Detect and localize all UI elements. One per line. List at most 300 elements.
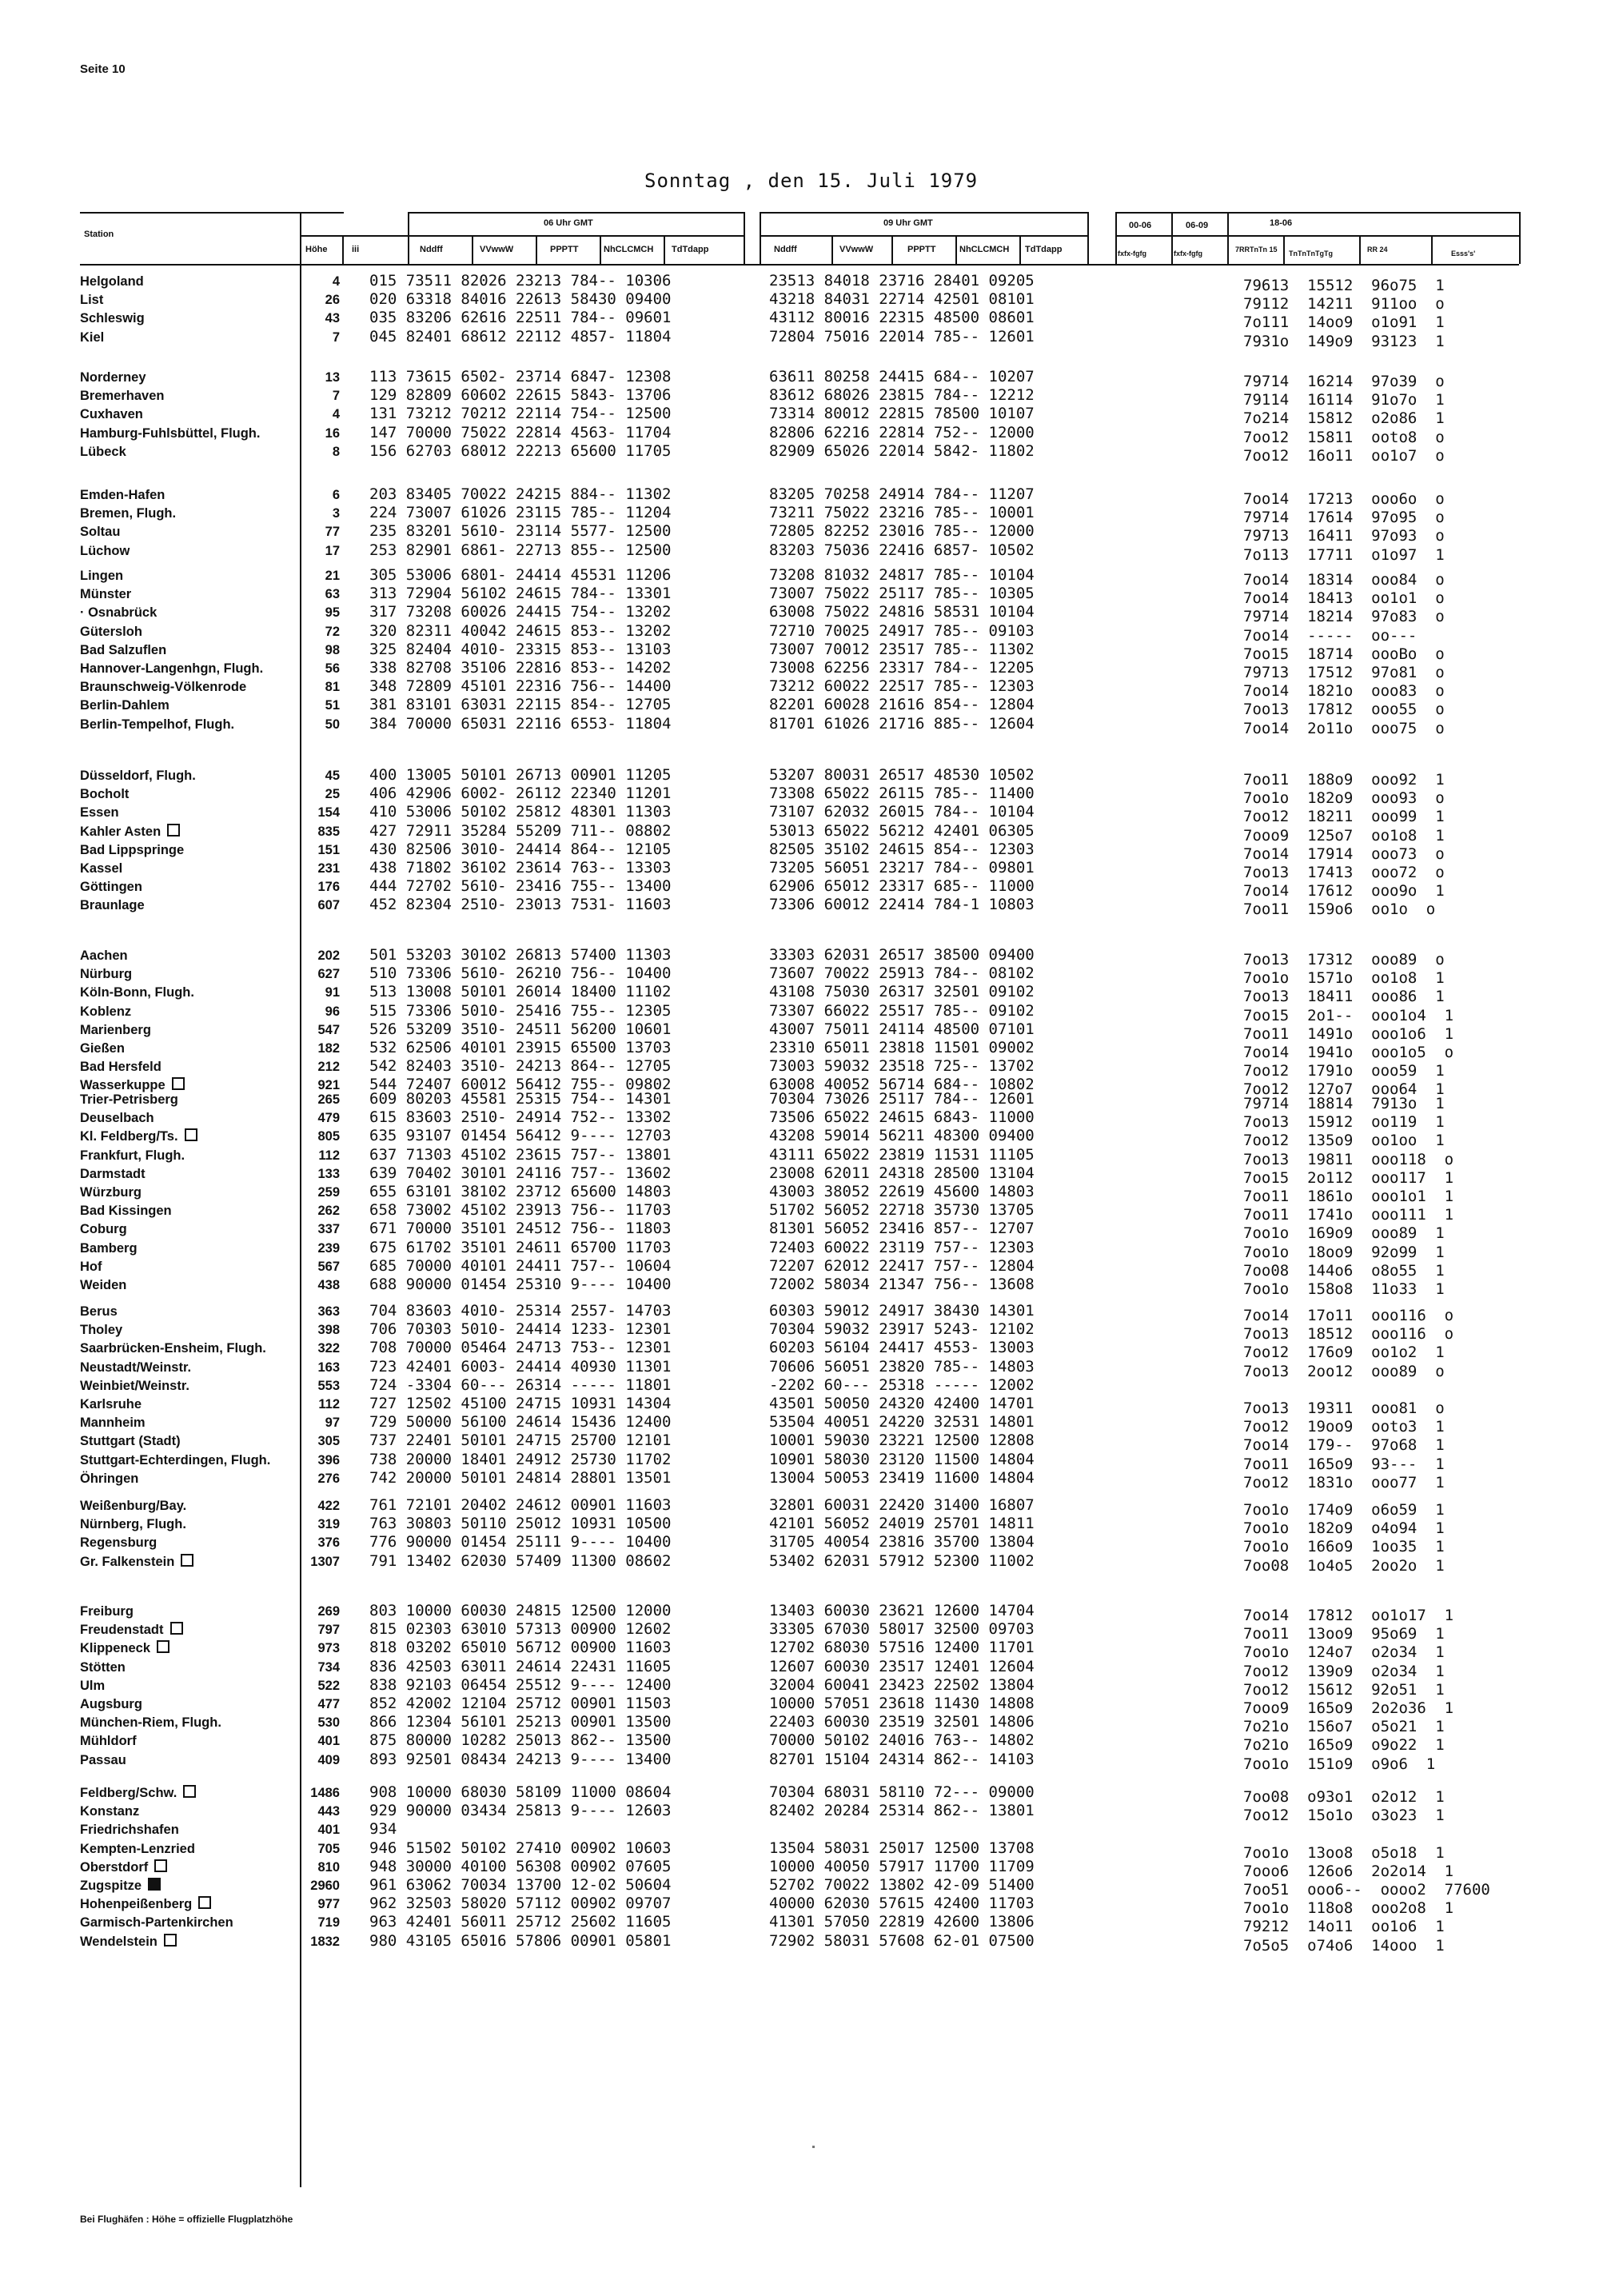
station-label: Bocholt [80, 787, 130, 802]
obs-09: 43003 38052 22619 45600 14803 [769, 1183, 1035, 1200]
station-height: 322 [317, 1341, 340, 1356]
obs-extremes: 79112 14211 911oo o [1243, 295, 1445, 313]
station-name [80, 1240, 300, 1256]
station-height: 376 [317, 1535, 340, 1551]
station-label: Kassel [80, 861, 123, 876]
obs-06: 893 92501 08434 24213 9---- 13400 [369, 1750, 672, 1768]
station-label: · Osnabrück [80, 605, 158, 621]
station-label: Augsburg [80, 1697, 142, 1711]
obs-extremes: 7o113 17711 o1o97 1 [1243, 545, 1445, 564]
obs-09: -2202 60--- 25318 ----- 12002 [769, 1376, 1035, 1394]
obs-06: 866 12304 56101 25213 00901 13500 [369, 1713, 672, 1731]
station-name [80, 768, 300, 784]
obs-extremes: 7oo13 19311 ooo81 o [1243, 1400, 1445, 1417]
station-name [80, 1259, 300, 1275]
station-height: 163 [317, 1360, 340, 1375]
station-name [80, 1752, 300, 1768]
station-name [80, 1110, 300, 1126]
station-height: 921 [317, 1078, 340, 1093]
station-name [80, 1516, 300, 1532]
obs-09: 73205 56051 23217 784-- 09801 [769, 859, 1035, 876]
station-height: 4 [332, 407, 340, 422]
obs-extremes: 7oo11 159o6 oo1o o [1243, 900, 1436, 919]
obs-extremes: 79713 17512 97o81 o [1243, 664, 1445, 681]
obs-06: 704 83603 4010- 25314 2557- 14703 [369, 1302, 672, 1320]
obs-09: 72403 60022 23119 757-- 12303 [769, 1238, 1035, 1256]
obs-extremes: 7oo11 188o9 ooo92 1 [1243, 771, 1445, 789]
obs-06: 815 02303 63010 57313 00900 12602 [369, 1620, 672, 1639]
station-height: 401 [317, 1823, 340, 1838]
header-iii: iii [352, 245, 360, 254]
obs-09: 33305 67030 58017 32500 09703 [769, 1620, 1035, 1639]
station-name [80, 1803, 300, 1819]
obs-extremes: 7oo12 15811 ooto8 o [1243, 428, 1445, 446]
obs-09: 60303 59012 24917 38430 14301 [769, 1302, 1035, 1320]
obs-09: 73007 70012 23517 785-- 11302 [769, 640, 1035, 658]
header-09-col-4: NhCLCMCH [959, 245, 1010, 254]
station-name [80, 805, 300, 821]
station-name [80, 329, 300, 345]
station-height: 805 [317, 1129, 340, 1144]
obs-06: 963 42401 56011 25712 25602 11605 [369, 1913, 672, 1931]
station-name [80, 1340, 300, 1356]
station-label: Aachen [80, 948, 128, 963]
station-name [80, 1304, 300, 1320]
obs-06: 313 72904 56102 24615 784-- 13301 [369, 585, 672, 603]
station-height: 443 [317, 1804, 340, 1819]
obs-06: 658 73002 45102 23913 756-- 11703 [369, 1201, 672, 1220]
obs-06: 639 70402 30101 24116 757-- 13602 [369, 1164, 672, 1182]
obs-extremes: 7oo14 17812 oo1o17 1 [1243, 1607, 1454, 1624]
obs-09: 73314 80012 22815 78500 10107 [769, 405, 1035, 423]
obs-06: 317 73208 60026 24415 754-- 13202 [369, 603, 672, 621]
obs-09: 23513 84018 23716 28401 09205 [769, 272, 1035, 289]
station-name [80, 586, 300, 602]
obs-09: 73211 75022 23216 785-- 10001 [769, 504, 1035, 522]
station-name [80, 568, 300, 584]
obs-extremes: 7oo08 o93o1 o2o12 1 [1243, 1788, 1445, 1806]
footnote: Bei Flughäfen : Höhe = offizielle Flugplatzhöhe [80, 2214, 293, 2225]
obs-extremes: 7oo14 17213 ooo6o o [1243, 490, 1445, 508]
station-name [80, 1733, 300, 1749]
obs-06: 427 72911 35284 55209 711-- 08802 [369, 821, 672, 840]
obs-extremes: 7oo13 18512 ooo116 o [1243, 1325, 1454, 1344]
station-label: Kahler Asten [80, 824, 161, 839]
obs-09: 31705 40054 23816 35700 13804 [769, 1533, 1035, 1551]
obs-09: 73003 59032 23518 725-- 13702 [769, 1057, 1035, 1076]
station-label: Marienberg [80, 1022, 151, 1037]
obs-extremes: 7oo11 1861o ooo1o1 1 [1243, 1188, 1454, 1205]
obs-09: 83612 68026 23815 784-- 12212 [769, 386, 1035, 405]
obs-09: 53013 65022 56212 42401 06305 [769, 821, 1035, 840]
obs-extremes: 7oo1o 13oo8 o5o18 1 [1243, 1843, 1445, 1862]
station-height: 50 [325, 717, 340, 732]
station-name [80, 1128, 300, 1144]
obs-extremes: 7oo1o 158o8 11o33 1 [1243, 1280, 1445, 1298]
station-name [80, 1659, 300, 1675]
obs-extremes: 7oo13 17413 ooo72 o [1243, 864, 1445, 881]
station-height: 81 [325, 680, 340, 695]
obs-extremes: 7oo14 179-- 97o68 1 [1243, 1436, 1445, 1455]
obs-06: 609 80203 45581 25315 754-- 14301 [369, 1090, 672, 1108]
header-7rr: 7RRTnTn 15 [1235, 246, 1278, 254]
obs-extremes: 7oo12 127o7 ooo64 1 [1243, 1080, 1445, 1099]
station-height: 176 [317, 880, 340, 895]
station-label: Stötten [80, 1659, 126, 1675]
station-name [80, 717, 300, 733]
obs-06: 929 90000 03434 25813 9---- 12603 [369, 1802, 672, 1820]
station-label: Bremen, Flugh. [80, 506, 177, 521]
obs-06: 818 03202 65010 56712 00900 11603 [369, 1639, 672, 1657]
header-06-col-1: Nddff [420, 245, 443, 254]
station-label: Würzburg [80, 1185, 142, 1200]
obs-extremes: 7oo14 17914 ooo73 o [1243, 845, 1445, 863]
station-name [80, 1378, 300, 1394]
station-label: Weiden [80, 1278, 127, 1292]
obs-06: 131 73212 70212 22114 754-- 12500 [369, 405, 672, 423]
station-label: Friedrichshafen [80, 1823, 179, 1838]
obs-extremes: 7ooo9 125o7 oo1o8 1 [1243, 826, 1445, 845]
obs-09: 72002 58034 21347 756-- 13608 [769, 1276, 1035, 1293]
obs-extremes: 79613 15512 96o75 1 [1243, 277, 1445, 294]
station-height: 112 [318, 1397, 340, 1412]
mountain-station-box [172, 1077, 185, 1090]
obs-extremes: 7oo1o 18oo9 92o99 1 [1243, 1243, 1445, 1261]
header-09-col-3: PPPTT [907, 245, 936, 254]
station-name [80, 1696, 300, 1712]
station-name [80, 1277, 300, 1293]
station-name [80, 948, 300, 964]
station-label: Lüchow [80, 543, 130, 558]
station-height: 2960 [310, 1879, 340, 1893]
station-name [80, 1878, 300, 1894]
station-name [80, 1360, 300, 1376]
obs-extremes: 7oo1o 182o9 ooo93 o [1243, 789, 1445, 808]
obs-06: 962 32503 58020 57112 00902 09707 [369, 1895, 672, 1913]
obs-06: 203 83405 70022 24215 884-- 11302 [369, 485, 672, 503]
station-label: Nürnberg, Flugh. [80, 1517, 186, 1532]
station-height: 810 [317, 1859, 340, 1875]
page-title: Sonntag , den 15. Juli 1979 [644, 170, 979, 192]
station-height: 151 [317, 842, 340, 857]
station-height: 26 [325, 293, 340, 308]
obs-extremes: 7oo13 19811 ooo118 o [1243, 1150, 1454, 1168]
obs-09: 70304 73026 25117 784-- 12601 [769, 1090, 1035, 1108]
station-height: 96 [325, 1004, 340, 1019]
obs-09: 12702 68030 57516 12400 11701 [769, 1639, 1035, 1657]
obs-09: 23008 62011 24318 28500 13104 [769, 1164, 1035, 1182]
station-height: 530 [317, 1715, 340, 1731]
header-rr: RR 24 [1367, 246, 1388, 254]
obs-extremes: 7oo14 1821o ooo83 o [1243, 682, 1445, 701]
obs-06: 948 30000 40100 56308 00902 07605 [369, 1857, 672, 1875]
obs-06: 946 51502 50102 27410 00902 10603 [369, 1839, 672, 1857]
obs-06: 348 72809 45101 22316 756-- 14400 [369, 677, 672, 696]
station-label: Darmstadt [80, 1166, 146, 1181]
obs-09: 73208 81032 24817 785-- 10104 [769, 566, 1035, 584]
station-name [80, 1715, 300, 1731]
obs-06: 838 92103 06454 25512 9---- 12400 [369, 1675, 672, 1694]
station-label: Stuttgart-Echterdingen, Flugh. [80, 1452, 271, 1467]
station-name [80, 292, 300, 308]
obs-extremes: 7oo14 ----- oo--- [1243, 626, 1418, 645]
station-label: Kiel [80, 329, 105, 345]
station-name [80, 1622, 300, 1638]
obs-09: 81701 61026 21716 885-- 12604 [769, 714, 1035, 733]
station-label: Trier-Petrisberg [80, 1092, 178, 1107]
station-name [80, 842, 300, 858]
obs-extremes: 79713 16411 97o93 o [1243, 527, 1445, 545]
station-name [80, 642, 300, 658]
obs-09: 10001 59030 23221 12500 12808 [769, 1432, 1035, 1450]
station-label: Berlin-Tempelhof, Flugh. [80, 717, 235, 732]
station-height: 401 [317, 1734, 340, 1749]
obs-extremes: 7oo1o 124o7 o2o34 1 [1243, 1643, 1445, 1662]
obs-06: 776 90000 01454 25111 9---- 10400 [369, 1533, 672, 1551]
obs-extremes: 7oo12 1791o ooo59 1 [1243, 1062, 1445, 1080]
header-06-col-5: TdTdapp [672, 245, 709, 254]
station-name [80, 1896, 300, 1912]
station-label: Koblenz [80, 1004, 132, 1019]
station-label: Zugspitze [80, 1879, 142, 1893]
header-06-09: 06-09 [1186, 221, 1209, 230]
mountain-station-box [185, 1128, 197, 1141]
obs-09: 41301 57050 22819 42600 13806 [769, 1913, 1035, 1931]
obs-09: 10000 40050 57917 11700 11709 [769, 1857, 1035, 1875]
obs-extremes: 7oo08 1o4o5 2oo2o 1 [1243, 1556, 1445, 1575]
obs-09: 13403 60030 23621 12600 14704 [769, 1602, 1035, 1619]
obs-09: 53402 62031 57912 52300 11002 [769, 1551, 1035, 1570]
station-height: 1832 [310, 1934, 340, 1949]
station-name [80, 1221, 300, 1237]
station-height: 627 [317, 967, 340, 982]
station-height: 182 [317, 1041, 340, 1056]
station-height: 97 [325, 1416, 340, 1431]
station-height: 4 [332, 274, 340, 289]
station-height: 6 [332, 488, 340, 502]
obs-06: 763 30803 50110 25012 10931 10500 [369, 1515, 672, 1533]
station-height: 305 [317, 1434, 340, 1449]
station-name [80, 861, 300, 876]
obs-06: 381 83101 63031 22115 854-- 12705 [369, 696, 672, 714]
obs-extremes: 7oo11 13oo9 95o69 1 [1243, 1625, 1445, 1643]
station-height: 797 [317, 1623, 340, 1638]
station-name [80, 1092, 300, 1108]
station-label: Mühldorf [80, 1734, 137, 1749]
obs-extremes: 7oo15 2o1-- ooo1o4 1 [1243, 1006, 1454, 1024]
obs-09: 43501 50050 24320 42400 14701 [769, 1395, 1035, 1412]
obs-06: 384 70000 65031 22116 6553- 11804 [369, 714, 672, 733]
obs-06: 706 70303 5010- 24414 1233- 12301 [369, 1320, 672, 1339]
station-label: Bad Salzuflen [80, 642, 167, 657]
station-label: Öhringen [80, 1471, 139, 1486]
station-height: 734 [317, 1659, 340, 1675]
station-height: 409 [317, 1752, 340, 1767]
station-height: 438 [317, 1278, 340, 1292]
station-height: 154 [317, 805, 340, 821]
mountain-station-box [157, 1640, 169, 1653]
station-label: Ulm [80, 1678, 106, 1693]
station-label: Stuttgart (Stadt) [80, 1434, 181, 1449]
obs-06: 452 82304 2510- 23013 7531- 11603 [369, 896, 672, 914]
obs-09: 70000 50102 24016 763-- 14802 [769, 1731, 1035, 1750]
obs-extremes: 79114 16114 91o7o 1 [1243, 391, 1445, 409]
obs-06: 791 13402 62030 57409 11300 08602 [369, 1551, 672, 1570]
obs-09: 72804 75016 22014 785-- 12601 [769, 327, 1035, 345]
station-label: Klippeneck [80, 1641, 151, 1656]
obs-09: 43111 65022 23819 11531 11105 [769, 1145, 1035, 1164]
obs-extremes: 7o5o5 o74o6 14ooo 1 [1243, 1936, 1445, 1955]
obs-09: 13504 58031 25017 12500 13708 [769, 1839, 1035, 1857]
station-height: 479 [317, 1111, 340, 1126]
obs-extremes: 7oo14 18314 ooo84 o [1243, 571, 1445, 589]
station-label: Münster [80, 587, 132, 602]
station-name [80, 1841, 300, 1857]
station-height: 719 [317, 1915, 340, 1931]
station-name [80, 1322, 300, 1338]
station-name [80, 1822, 300, 1838]
station-label: Gütersloh [80, 624, 142, 639]
obs-extremes: 7oo14 17o11 ooo116 o [1243, 1307, 1454, 1324]
station-label: Freiburg [80, 1604, 134, 1619]
station-height: 7 [332, 389, 340, 404]
obs-06: 156 62703 68012 22213 65600 11705 [369, 441, 672, 460]
station-name [80, 487, 300, 503]
station-label: Neustadt/Weinstr. [80, 1360, 192, 1375]
station-label: Hohenpeißenberg [80, 1897, 193, 1912]
station-height: 363 [317, 1304, 340, 1319]
header-09-col-5: TdTdapp [1025, 245, 1063, 254]
obs-extremes: 79714 18214 97o83 o [1243, 608, 1445, 626]
station-height: 17 [325, 543, 340, 558]
station-name [80, 697, 300, 713]
obs-06: 615 83603 2510- 24914 752-- 13302 [369, 1108, 672, 1127]
obs-06: 015 73511 82026 23213 784-- 10306 [369, 272, 672, 289]
obs-06: 544 72407 60012 56412 755-- 09802 [369, 1076, 672, 1094]
station-label: Coburg [80, 1222, 127, 1237]
header-09-gmt: 09 Uhr GMT [883, 218, 933, 228]
station-height: 477 [317, 1697, 340, 1711]
station-name [80, 1203, 300, 1219]
obs-09: 10000 57051 23618 11430 14808 [769, 1695, 1035, 1712]
station-height: 7 [332, 329, 340, 345]
obs-09: 53207 80031 26517 48530 10502 [769, 766, 1035, 784]
obs-06: 708 70000 05464 24713 753-- 12301 [369, 1339, 672, 1357]
header-hoehe: Höhe [305, 245, 328, 254]
mountain-station-box [148, 1878, 161, 1891]
station-label: Passau [80, 1752, 126, 1767]
obs-06: 400 13005 50101 26713 00901 11205 [369, 766, 672, 784]
obs-06: 532 62506 40101 23915 65500 13703 [369, 1039, 672, 1056]
obs-06: 803 10000 60030 24815 12500 12000 [369, 1602, 672, 1619]
obs-extremes: 7ooo6 126o6 2o2o14 1 [1243, 1862, 1454, 1880]
obs-09: 63008 75022 24816 58531 10104 [769, 603, 1035, 621]
station-label: Bad Hersfeld [80, 1060, 161, 1075]
station-label: Oberstdorf [80, 1859, 149, 1875]
station-name [80, 1004, 300, 1020]
station-name [80, 444, 300, 460]
station-label: Wasserkuppe [80, 1078, 165, 1093]
station-label: Helgoland [80, 274, 144, 289]
station-label: Hannover-Langenhgn, Flugh. [80, 661, 264, 676]
obs-06: 129 82809 60602 22615 5843- 13706 [369, 386, 672, 405]
obs-06: 305 53006 6801- 24414 45531 11206 [369, 566, 672, 584]
obs-09: 83205 70258 24914 784-- 11207 [769, 485, 1035, 503]
station-name [80, 786, 300, 802]
obs-extremes: 7oo1o 151o9 o9o6 1 [1243, 1755, 1436, 1773]
station-label: Norderney [80, 370, 146, 385]
obs-06: 253 82901 6861- 22713 855-- 12500 [369, 541, 672, 559]
station-label: Soltau [80, 525, 121, 540]
obs-06: 501 53203 30102 26813 57400 11303 [369, 946, 672, 964]
obs-06: 742 20000 50101 24814 28801 13501 [369, 1468, 672, 1487]
station-height: 43 [325, 311, 340, 326]
station-height: 112 [318, 1148, 340, 1163]
obs-06: 934 [369, 1820, 397, 1839]
obs-extremes: 7oo14 17612 ooo9o 1 [1243, 882, 1445, 900]
obs-extremes: 7oo13 17812 ooo55 o [1243, 701, 1445, 719]
station-label: Tholey [80, 1323, 123, 1338]
station-label: Bad Kissingen [80, 1204, 172, 1219]
obs-extremes: 7oo12 15612 92o51 1 [1243, 1680, 1445, 1699]
obs-extremes: 7oo1o 174o9 o6o59 1 [1243, 1501, 1445, 1519]
obs-06: 688 90000 01454 25310 9---- 10400 [369, 1276, 672, 1293]
station-label: Freudenstadt [80, 1623, 164, 1638]
obs-extremes: 7o21o 165o9 o9o22 1 [1243, 1736, 1445, 1755]
station-name [80, 897, 300, 913]
obs-extremes: 7oo12 135o9 oo1oo 1 [1243, 1132, 1445, 1150]
obs-06: 045 82401 68612 22112 4857- 11804 [369, 327, 672, 345]
station-name [80, 1554, 300, 1570]
station-label: Gr. Falkenstein [80, 1554, 175, 1569]
obs-09: 82201 60028 21616 854-- 12804 [769, 696, 1035, 714]
obs-06: 875 80000 10282 25013 862-- 13500 [369, 1731, 672, 1750]
station-name [80, 310, 300, 326]
station-height: 25 [325, 787, 340, 802]
obs-09: 83203 75036 22416 6857- 10502 [769, 541, 1035, 559]
obs-09: 72710 70025 24917 785-- 09103 [769, 621, 1035, 640]
station-label: Köln-Bonn, Flugh. [80, 985, 194, 1000]
station-label: Garmisch-Partenkirchen [80, 1915, 233, 1931]
station-name [80, 1433, 300, 1449]
obs-06: 235 83201 5610- 23114 5577- 12500 [369, 522, 672, 541]
obs-06: 224 73007 61026 23115 785-- 11204 [369, 504, 672, 522]
obs-06: 147 70000 75022 22814 4563- 11704 [369, 423, 672, 441]
station-label: Nürburg [80, 967, 133, 982]
station-height: 16 [325, 425, 340, 441]
obs-09: 73607 70022 25913 784-- 08102 [769, 964, 1035, 983]
station-name [80, 1059, 300, 1075]
obs-extremes: 7ooo9 165o9 2o2o36 1 [1243, 1699, 1454, 1717]
station-height: 977 [317, 1897, 340, 1912]
station-name [80, 505, 300, 521]
station-name [80, 1535, 300, 1551]
station-name [80, 388, 300, 404]
station-height: 63 [325, 587, 340, 602]
obs-extremes: 7oo1o 182o9 o4o94 1 [1243, 1519, 1445, 1538]
station-label: Braunlage [80, 898, 145, 913]
obs-06: 836 42503 63011 24614 22431 11605 [369, 1657, 672, 1675]
station-height: 607 [317, 898, 340, 913]
obs-09: 32004 60041 23423 22502 13804 [769, 1675, 1035, 1694]
station-height: 553 [317, 1378, 340, 1393]
station-height: 259 [317, 1185, 340, 1200]
station-name [80, 1859, 300, 1875]
obs-09: 23310 65011 23818 11501 09002 [769, 1039, 1035, 1056]
header-06-col-2: VVwwW [480, 245, 514, 254]
station-name [80, 879, 300, 895]
mountain-station-box [167, 824, 180, 837]
